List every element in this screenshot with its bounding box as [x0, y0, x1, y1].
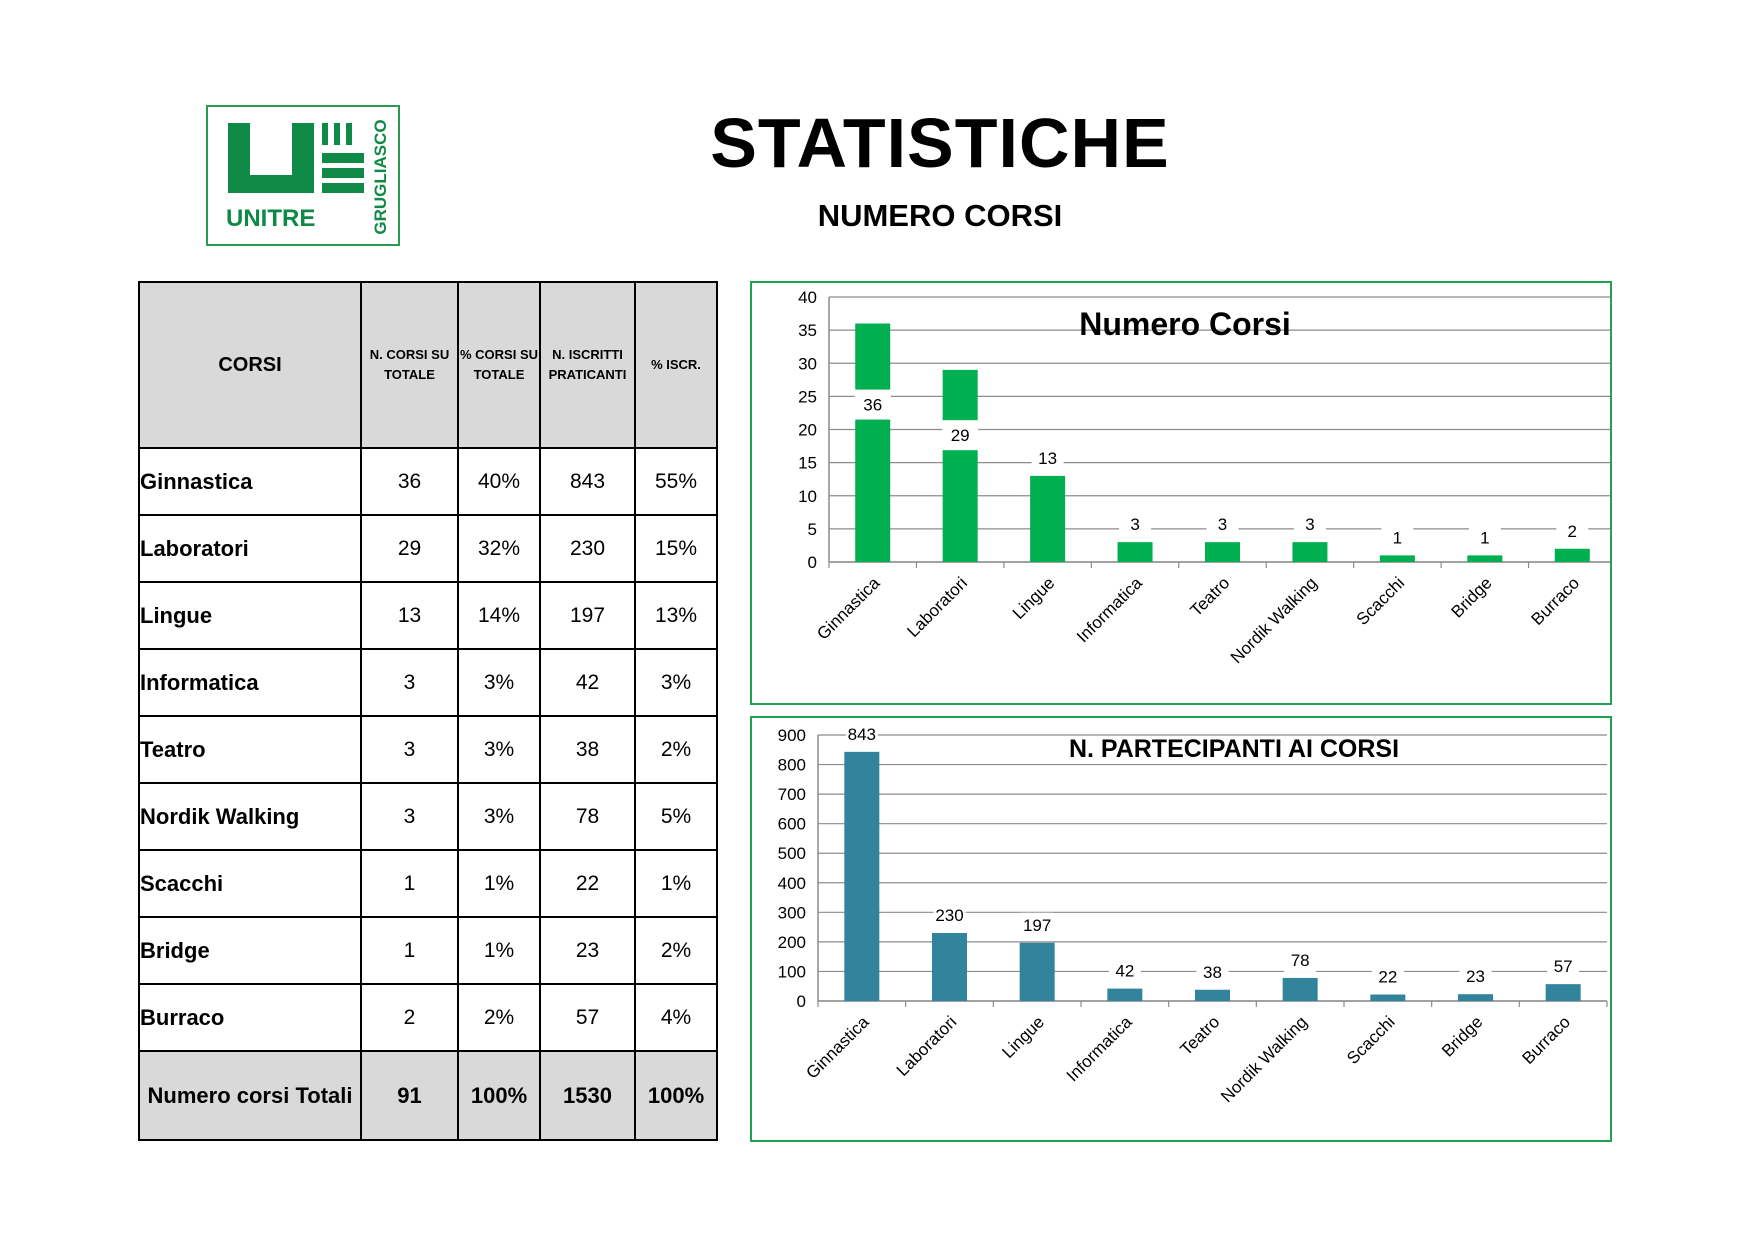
cell-pct-iscr: 1% [635, 850, 717, 917]
data-label: 197 [1022, 915, 1052, 935]
data-label: 13 [1038, 448, 1058, 468]
cell-n-corsi: 1 [361, 850, 458, 917]
cell-n-iscritti: 42 [540, 649, 635, 716]
table-row [139, 984, 717, 1051]
cell-n-corsi: 36 [361, 448, 458, 515]
cell-name: Laboratori [139, 515, 361, 582]
page-title: STATISTICHE [710, 104, 1170, 182]
x-tick-label: Nordik Walking [1217, 1012, 1311, 1107]
data-label: 36 [863, 395, 883, 415]
table-header-row [139, 282, 717, 448]
cell-n-corsi: 3 [361, 716, 458, 783]
y-tick-label: 15 [798, 453, 817, 473]
bar [1020, 943, 1055, 1001]
cell-pct-iscr: 13% [635, 582, 717, 649]
data-label: 57 [1553, 957, 1573, 977]
chart-numero-corsi [750, 281, 1612, 705]
data-label: 29 [950, 426, 970, 446]
x-tick-label: Bridge [1447, 573, 1496, 622]
logo-bars-mark [322, 123, 364, 193]
data-label: 3 [1130, 515, 1140, 535]
chart-partecipanti [750, 716, 1612, 1142]
cell-pct-corsi: 40% [458, 448, 540, 515]
cell-n-iscritti: 57 [540, 984, 635, 1051]
y-tick-label: 100 [777, 962, 806, 982]
y-tick-label: 900 [777, 726, 806, 745]
table-row [139, 850, 717, 917]
bar [932, 933, 967, 1001]
cell-pct-iscr: 3% [635, 649, 717, 716]
y-tick-label: 800 [777, 755, 806, 775]
bar [943, 370, 978, 562]
chart-title: Numero Corsi [1079, 306, 1291, 342]
data-label: 3 [1305, 515, 1315, 535]
y-tick-label: 5 [807, 519, 817, 539]
bar [855, 324, 890, 563]
cell-name: Scacchi [139, 850, 361, 917]
cell-n-corsi: 1 [361, 917, 458, 984]
table-row [139, 783, 717, 850]
cell-pct-corsi: 1% [458, 850, 540, 917]
bar [1458, 994, 1493, 1001]
header-corsi: CORSI [139, 282, 361, 448]
y-tick-label: 10 [798, 486, 817, 506]
cell-pct-corsi: 3% [458, 649, 540, 716]
cell-pct-corsi: 3% [458, 716, 540, 783]
x-tick-label: Lingue [998, 1012, 1048, 1062]
table-body [139, 448, 717, 1051]
bar [1195, 990, 1230, 1001]
x-tick-label: Bridge [1438, 1012, 1487, 1061]
data-label: 78 [1290, 950, 1310, 970]
data-label: 843 [847, 724, 877, 744]
total-n-iscritti: 1530 [540, 1051, 635, 1140]
x-tick-label: Informatica [1072, 573, 1146, 647]
bar [1030, 476, 1065, 562]
bar [1107, 989, 1142, 1001]
y-tick-label: 0 [796, 992, 806, 1011]
cell-pct-corsi: 32% [458, 515, 540, 582]
data-label: 2 [1567, 521, 1578, 541]
cell-name: Lingue [139, 582, 361, 649]
data-label: 42 [1115, 961, 1135, 981]
stats-table [138, 281, 718, 1141]
x-tick-label: Burraco [1518, 1012, 1574, 1068]
cell-n-iscritti: 230 [540, 515, 635, 582]
table-row [139, 649, 717, 716]
chart-numero-corsi-svg [752, 283, 1610, 703]
cell-n-corsi: 13 [361, 582, 458, 649]
y-tick-label: 200 [777, 932, 806, 952]
cell-name: Burraco [139, 984, 361, 1051]
cell-n-corsi: 3 [361, 783, 458, 850]
cell-n-iscritti: 843 [540, 448, 635, 515]
bar [1118, 542, 1153, 562]
x-tick-label: Laboratori [892, 1012, 961, 1080]
cell-pct-corsi: 3% [458, 783, 540, 850]
cell-n-iscritti: 38 [540, 716, 635, 783]
bar [1370, 994, 1405, 1001]
cell-name: Informatica [139, 649, 361, 716]
bar [1380, 555, 1415, 562]
x-tick-label: Lingue [1008, 573, 1059, 623]
y-tick-label: 30 [798, 354, 817, 374]
data-label: 23 [1466, 967, 1485, 987]
bar [1555, 549, 1590, 562]
cell-pct-corsi: 1% [458, 917, 540, 984]
cell-pct-iscr: 2% [635, 716, 717, 783]
bar [1467, 555, 1502, 562]
cell-n-iscritti: 197 [540, 582, 635, 649]
bar [1283, 978, 1318, 1001]
table-row [139, 716, 717, 783]
x-tick-label: Informatica [1062, 1012, 1136, 1086]
data-label: 3 [1217, 515, 1228, 535]
table-row [139, 582, 717, 649]
x-tick-label: Scacchi [1343, 1012, 1399, 1068]
y-tick-label: 20 [798, 420, 817, 440]
cell-n-corsi: 2 [361, 984, 458, 1051]
y-tick-label: 500 [777, 844, 806, 864]
y-tick-label: 35 [798, 321, 817, 341]
cell-pct-corsi: 2% [458, 984, 540, 1051]
y-tick-label: 40 [798, 288, 817, 307]
data-label: 230 [935, 906, 964, 926]
cell-name: Bridge [139, 917, 361, 984]
cell-pct-iscr: 15% [635, 515, 717, 582]
chart-title: N. PARTECIPANTI AI CORSI [1068, 735, 1400, 763]
logo-side-text: GRUGLIASCO [371, 119, 390, 235]
y-tick-label: 700 [777, 785, 806, 805]
table-row [139, 515, 717, 582]
total-label: Numero corsi Totali [139, 1051, 361, 1140]
chart-partecipanti-svg [752, 718, 1610, 1140]
x-tick-label: Nordik Walking [1226, 573, 1321, 668]
cell-n-iscritti: 23 [540, 917, 635, 984]
y-tick-label: 25 [798, 387, 817, 407]
x-tick-label: Burraco [1527, 573, 1584, 629]
cell-n-corsi: 3 [361, 649, 458, 716]
data-label: 1 [1480, 528, 1490, 548]
bar [1292, 542, 1327, 562]
y-tick-label: 0 [807, 553, 817, 572]
bar [1546, 984, 1581, 1001]
data-label: 38 [1203, 962, 1222, 982]
x-tick-label: Teatro [1186, 573, 1234, 621]
cell-pct-corsi: 14% [458, 582, 540, 649]
bar [844, 752, 879, 1001]
table-total-row [139, 1051, 717, 1140]
unitre-logo [206, 105, 400, 246]
cell-name: Nordik Walking [139, 783, 361, 850]
page-subtitle: NUMERO CORSI [817, 198, 1063, 233]
cell-name: Ginnastica [139, 448, 361, 515]
y-tick-label: 400 [777, 873, 806, 893]
cell-pct-iscr: 55% [635, 448, 717, 515]
table-row [139, 448, 717, 515]
total-pct-corsi: 100% [458, 1051, 540, 1140]
y-tick-label: 300 [777, 903, 806, 923]
x-tick-label: Ginnastica [802, 1012, 873, 1083]
cell-n-corsi: 29 [361, 515, 458, 582]
y-tick-label: 600 [777, 814, 806, 834]
total-n-corsi: 91 [361, 1051, 458, 1140]
logo-u-mark [228, 123, 314, 193]
bar [1205, 542, 1240, 562]
header-pct-corsi: % CORSI SU TOTALE [458, 282, 540, 448]
x-tick-label: Scacchi [1352, 573, 1409, 629]
logo-word: UNITRE [226, 205, 316, 232]
header-pct-iscr: % ISCR. [635, 282, 717, 448]
cell-pct-iscr: 2% [635, 917, 717, 984]
table-row [139, 917, 717, 984]
cell-pct-iscr: 5% [635, 783, 717, 850]
data-label: 22 [1378, 967, 1398, 987]
data-label: 1 [1392, 528, 1403, 548]
x-tick-label: Teatro [1176, 1012, 1224, 1060]
x-tick-label: Ginnastica [813, 573, 884, 644]
cell-n-iscritti: 78 [540, 783, 635, 850]
cell-n-iscritti: 22 [540, 850, 635, 917]
total-pct-iscr: 100% [635, 1051, 717, 1140]
header-n-corsi: N. CORSI SU TOTALE [361, 282, 458, 448]
x-tick-label: Laboratori [903, 573, 971, 641]
cell-pct-iscr: 4% [635, 984, 717, 1051]
header-n-iscritti: N. ISCRITTI PRATICANTI [540, 282, 635, 448]
cell-name: Teatro [139, 716, 361, 783]
